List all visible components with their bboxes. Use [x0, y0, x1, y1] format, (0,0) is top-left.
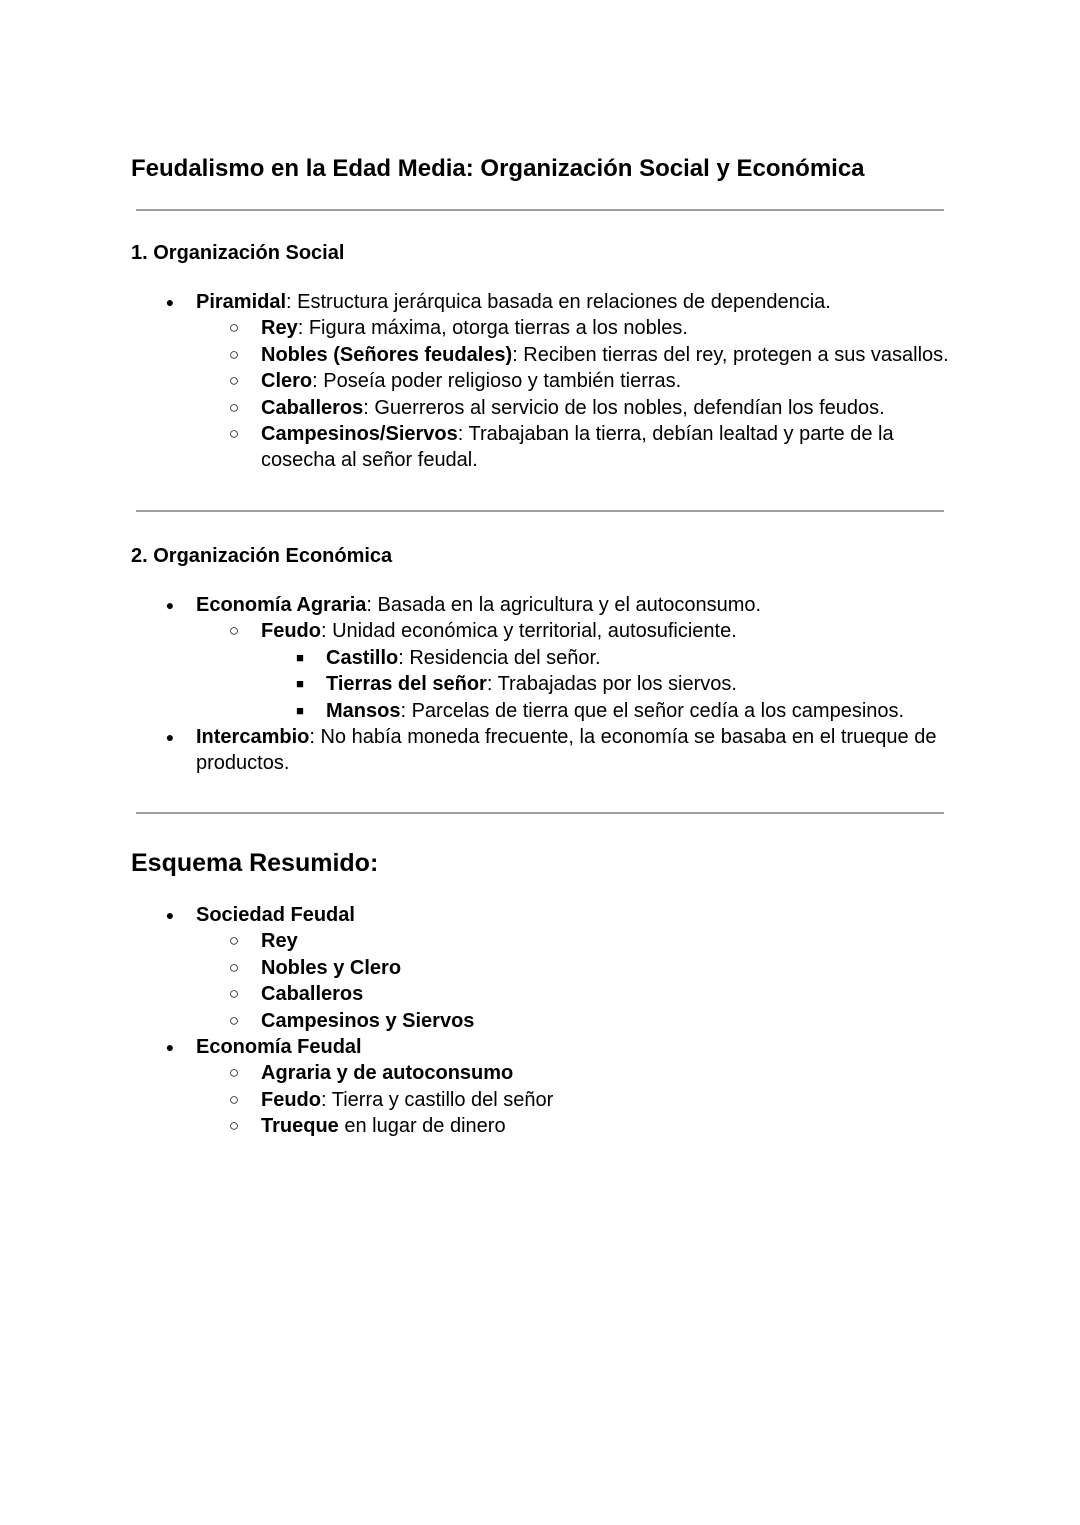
- list-item-summary-trueque: [0, 1113, 1080, 1139]
- list-item-summary-caballeros: [0, 981, 1080, 1007]
- desc-summary-trueque: en lugar de dinero: [338, 1115, 506, 1138]
- term-feudo: Feudo: [261, 620, 321, 643]
- list-item-economia-feudal: [0, 1034, 1080, 1060]
- section-heading-social: 1. Organización Social: [131, 242, 345, 264]
- term-summary-rey: Rey: [261, 930, 298, 953]
- list-item-rey: [0, 315, 1080, 341]
- term-intercambio: Intercambio: [196, 726, 310, 749]
- desc-intercambio: : No había moneda frecuente, la economía se basaba en el trueque de productos.: [196, 726, 937, 775]
- list-item-sociedad-feudal: [0, 902, 1080, 928]
- list-item-tierras: [0, 671, 1080, 697]
- term-sociedad: Sociedad Feudal: [196, 904, 355, 926]
- square-bullet-icon: ■: [296, 649, 304, 665]
- desc-tierras: : Trabajadas por los siervos.: [486, 673, 737, 696]
- bullet-icon: ●: [165, 729, 175, 746]
- circle-bullet-icon: ○: [228, 1010, 240, 1030]
- list-item-feudo: [0, 618, 1080, 644]
- bullet-icon: ●: [165, 907, 175, 923]
- list-item-summary-feudo: [0, 1087, 1080, 1113]
- term-piramidal: Piramidal: [196, 291, 287, 313]
- summary-heading: Esquema Resumido:: [131, 849, 379, 877]
- bullet-icon: ●: [165, 597, 175, 613]
- list-item-summary-rey: [0, 928, 1080, 954]
- term-castillo: Castillo: [326, 646, 399, 669]
- list-item-clero: [0, 368, 1080, 394]
- economic-list: [0, 592, 1080, 777]
- circle-bullet-icon: ○: [228, 984, 240, 1004]
- circle-bullet-icon: ○: [228, 344, 240, 364]
- list-item-intercambio: [0, 724, 1080, 777]
- desc-clero: : Poseía poder religioso y también tierras.: [312, 370, 682, 393]
- desc-rey: : Figura máxima, otorga tierras a los nobles.: [297, 317, 688, 340]
- desc-mansos: : Parcelas de tierra que el señor cedía a los campesinos.: [400, 699, 905, 722]
- desc-economia: : Basada en la agricultura y el autoconsumo.: [366, 594, 762, 616]
- bullet-icon: ●: [165, 1039, 175, 1056]
- desc-castillo: : Residencia del señor.: [398, 646, 601, 669]
- bullet-icon: ●: [165, 294, 175, 310]
- horizontal-divider: [136, 510, 944, 512]
- term-summary-campesinos: Campesinos y Siervos: [261, 1009, 475, 1032]
- list-item-mansos: [0, 698, 1080, 724]
- circle-bullet-icon: ○: [228, 397, 240, 417]
- list-item-castillo: [0, 645, 1080, 671]
- desc-campesinos: : Trabajaban la tierra, debían lealtad y parte de la cosecha al señor feudal.: [261, 423, 894, 472]
- term-mansos: Mansos: [326, 699, 401, 722]
- circle-bullet-icon: ○: [228, 1116, 240, 1136]
- horizontal-divider: [136, 812, 944, 814]
- desc-summary-feudo: : Tierra y castillo del señor: [321, 1088, 554, 1111]
- term-summary-trueque: Trueque: [261, 1115, 339, 1138]
- circle-bullet-icon: ○: [228, 957, 240, 977]
- square-bullet-icon: ■: [296, 676, 304, 692]
- list-item-nobles: [0, 342, 1080, 368]
- circle-bullet-icon: ○: [228, 371, 240, 391]
- term-economia-feudal: Economía Feudal: [196, 1036, 362, 1059]
- circle-bullet-icon: ○: [228, 1063, 240, 1083]
- desc-nobles: : Reciben tierras del rey, protegen a sus vasallos.: [512, 343, 949, 366]
- term-summary-caballeros: Caballeros: [261, 983, 364, 1006]
- term-rey: Rey: [261, 317, 298, 340]
- term-economia: Economía Agraria: [196, 594, 367, 616]
- social-list: [0, 289, 1080, 474]
- document-title: Feudalismo en la Edad Media: Organización Social y Económica: [131, 155, 865, 182]
- list-item-piramidal: [0, 289, 1080, 315]
- term-tierras: Tierras del señor: [326, 673, 487, 696]
- term-caballeros: Caballeros: [261, 396, 364, 419]
- circle-bullet-icon: ○: [228, 1089, 240, 1109]
- term-campesinos: Campesinos/Siervos: [261, 423, 458, 446]
- list-item-summary-nobles-clero: [0, 955, 1080, 981]
- list-item-caballeros: [0, 395, 1080, 421]
- circle-bullet-icon: ○: [228, 424, 240, 444]
- list-item-economia-agraria: [0, 592, 1080, 618]
- summary-list: [0, 902, 1080, 1140]
- term-nobles: Nobles (Señores feudales): [261, 343, 513, 366]
- horizontal-divider: [136, 209, 944, 211]
- circle-bullet-icon: ○: [228, 931, 240, 951]
- desc-feudo: : Unidad económica y territorial, autosuficiente.: [321, 620, 737, 643]
- section-heading-economica: 2. Organización Económica: [131, 545, 393, 567]
- square-bullet-icon: ■: [296, 702, 304, 718]
- term-summary-feudo: Feudo: [261, 1088, 321, 1111]
- list-item-summary-campesinos: [0, 1008, 1080, 1034]
- list-item-summary-agraria: [0, 1060, 1080, 1086]
- term-summary-agraria: Agraria y de autoconsumo: [261, 1062, 514, 1085]
- list-item-campesinos: [0, 421, 1080, 474]
- circle-bullet-icon: ○: [228, 621, 240, 641]
- term-clero: Clero: [261, 370, 313, 393]
- desc-piramidal: : Estructura jerárquica basada en relaciones de dependencia.: [286, 291, 831, 313]
- desc-caballeros: : Guerreros al servicio de los nobles, defendían los feudos.: [363, 396, 885, 419]
- term-summary-nobles-clero: Nobles y Clero: [261, 956, 402, 979]
- circle-bullet-icon: ○: [228, 318, 240, 338]
